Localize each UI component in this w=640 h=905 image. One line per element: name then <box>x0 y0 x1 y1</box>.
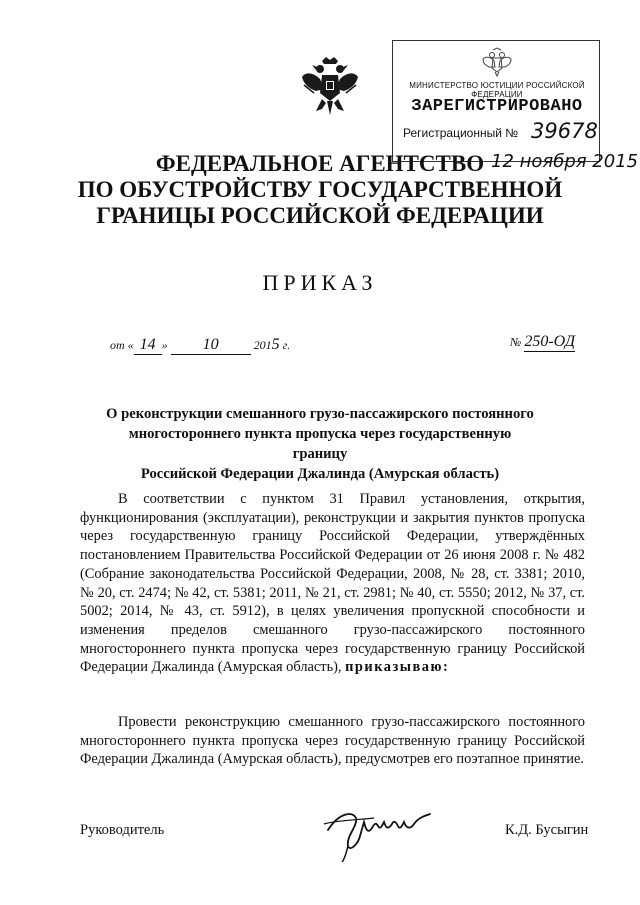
order-number <box>510 333 575 352</box>
stamp-reg-label: Регистрационный № <box>403 126 519 140</box>
document-type: ПРИКАЗ <box>262 270 378 295</box>
agency-title-line: ПО ОБУСТРОЙСТВУ ГОСУДАРСТВЕННОЙ <box>77 177 563 202</box>
signatory-position: Руководитель <box>80 822 165 838</box>
para1-action: приказываю: <box>345 659 450 676</box>
order-number-prefix: № <box>510 335 522 349</box>
emblem-eagle-icon <box>300 55 360 117</box>
order-date <box>110 336 290 355</box>
registration-stamp <box>392 40 639 172</box>
order-subject <box>100 404 540 484</box>
stamp-ministry-text: МИНИСТЕРСТВО ЮСТИЦИИ РОССИЙСКОЙ ФЕДЕРАЦИИ <box>409 81 585 99</box>
stamp-eagle-icon <box>481 47 513 77</box>
date-suffix: г. <box>282 338 291 352</box>
date-year-digit: 5 <box>271 336 280 353</box>
signatory-name: К.Д. Бусыгин <box>505 822 589 838</box>
subject-line: многостороннего пункта пропуска через государственную границу <box>128 426 512 462</box>
stamp-reg-date: 12 ноября 2015 <box>491 151 639 172</box>
date-day: 14 <box>134 336 162 355</box>
date-prefix: от « <box>110 338 134 352</box>
agency-title-line: ФЕДЕРАЛЬНОЕ АГЕНТСТВО <box>155 151 485 176</box>
subject-line: О реконструкции смешанного грузо-пассажирского постоянного <box>106 406 534 422</box>
stamp-reg-number: 39678 <box>531 119 598 143</box>
date-year-prefix: 201 <box>253 338 272 352</box>
subject-line: Российской Федерации Джалинда (Амурская область) <box>140 466 500 482</box>
agency-title <box>60 151 580 229</box>
order-number-value: 250-ОД <box>524 333 575 350</box>
para1-text: В соответствии с пунктом 31 Правил установления, открытия, функционирования (эксплуатации), реконструкции и закрытия пунктов пропуска через государственную границу Российской Федерации, утверждённых постановлением Правительства Российской Федерации от 26 июня 2008 г. № 482 (Собрание законодательства Российской Федерации, 2008, № 28, ст. 3381; 2010, № 20, ст. 2474; № 42, ст. 5381; 2011, № 21, ст. 2981; № 40, ст. 5550; 2012, № 37, ст. 5002; 2014, № 43, ст. 5912), в целях увеличения пропускной способности и изменения пределов смешанного грузо-пассажирского постоянного многостороннего пункта пропуска через государственную границу Российской Федерации Джалинда (Амурская область), <box>80 491 585 676</box>
stamp-registered-text: ЗАРЕГИСТРИРОВАНО <box>411 97 583 116</box>
body-paragraph-2: Провести реконструкцию смешанного грузо-пассажирского постоянного многостороннего пункта пропуска через государственную границу Российской Федерации Джалинда (Амурская область), предусмотрев его поэтапное принятие. <box>80 714 585 768</box>
signature-icon <box>318 800 448 862</box>
body-paragraph-1 <box>80 490 585 677</box>
agency-title-line: ГРАНИЦЫ РОССИЙСКОЙ ФЕДЕРАЦИИ <box>96 203 544 228</box>
date-sep: » <box>161 338 168 352</box>
date-month: 10 <box>171 336 251 355</box>
